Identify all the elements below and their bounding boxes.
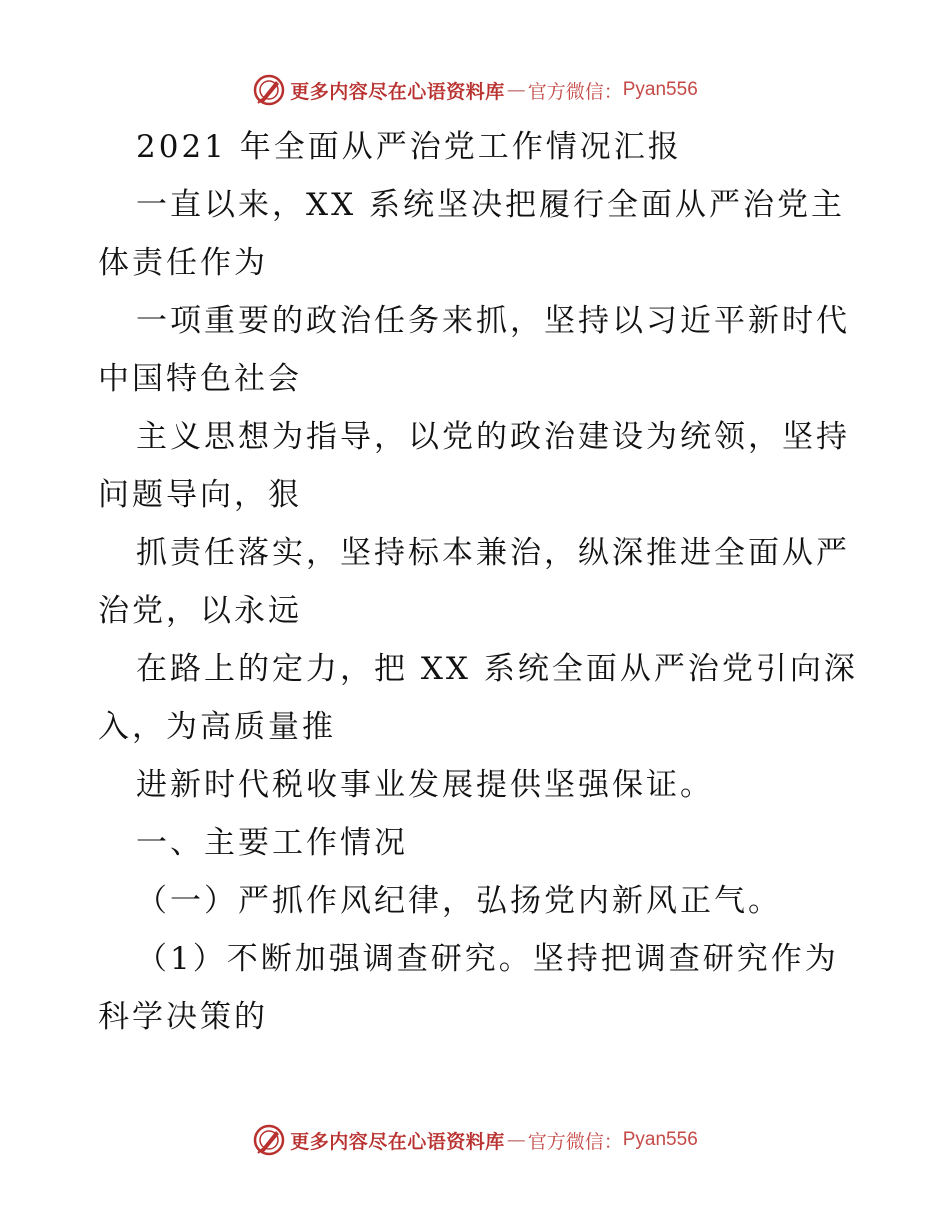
paragraph-line: 进新时代税收事业发展提供坚强保证。 (136, 767, 714, 803)
banner-dash: — (506, 79, 526, 101)
banner-wechat-label: 官方微信： (527, 1130, 623, 1153)
paragraph-line: （1）不断加强调查研究。坚持把调查研究作为 (136, 941, 839, 977)
banner-main-text: 更多内容尽在心语资料库 (290, 80, 505, 103)
banner-wechat-id: Pyan556 (622, 1129, 698, 1150)
paragraph-line: 一项重要的政治任务来抓，坚持以习近平新时代 (136, 303, 850, 339)
paragraph-line: 中国特色社会 (98, 361, 302, 397)
header-banner (0, 70, 950, 110)
banner-wechat-id: Pyan556 (622, 79, 698, 100)
paragraph-line: 科学决策的 (98, 999, 268, 1035)
document-title: 2021 年全面从严治党工作情况汇报 (136, 129, 682, 165)
subsection-heading: （一）严抓作风纪律，弘扬党内新风正气。 (136, 883, 782, 919)
quill-logo-icon (252, 1123, 286, 1157)
paragraph-line: 一直以来，XX 系统坚决把履行全面从严治党主 (136, 187, 845, 223)
paragraph-line: 体责任作为 (98, 245, 268, 281)
paragraph-line: 在路上的定力，把 XX 系统全面从严治党引向深 (136, 651, 858, 687)
banner-dash: — (506, 1129, 526, 1151)
quill-logo-icon (252, 73, 286, 107)
paragraph-line: 问题导向，狠 (98, 477, 302, 513)
document-body (98, 118, 858, 1046)
banner-wechat-label: 官方微信： (527, 80, 623, 103)
paragraph-line: 入，为高质量推 (98, 709, 336, 745)
paragraph-line: 主义思想为指导，以党的政治建设为统领，坚持 (136, 419, 850, 455)
paragraph-line: 治党，以永远 (98, 593, 302, 629)
banner-main-text: 更多内容尽在心语资料库 (290, 1130, 505, 1153)
section-heading: 一、主要工作情况 (136, 825, 408, 861)
paragraph-line: 抓责任落实，坚持标本兼治，纵深推进全面从严 (136, 535, 850, 571)
footer-banner (0, 1120, 950, 1160)
